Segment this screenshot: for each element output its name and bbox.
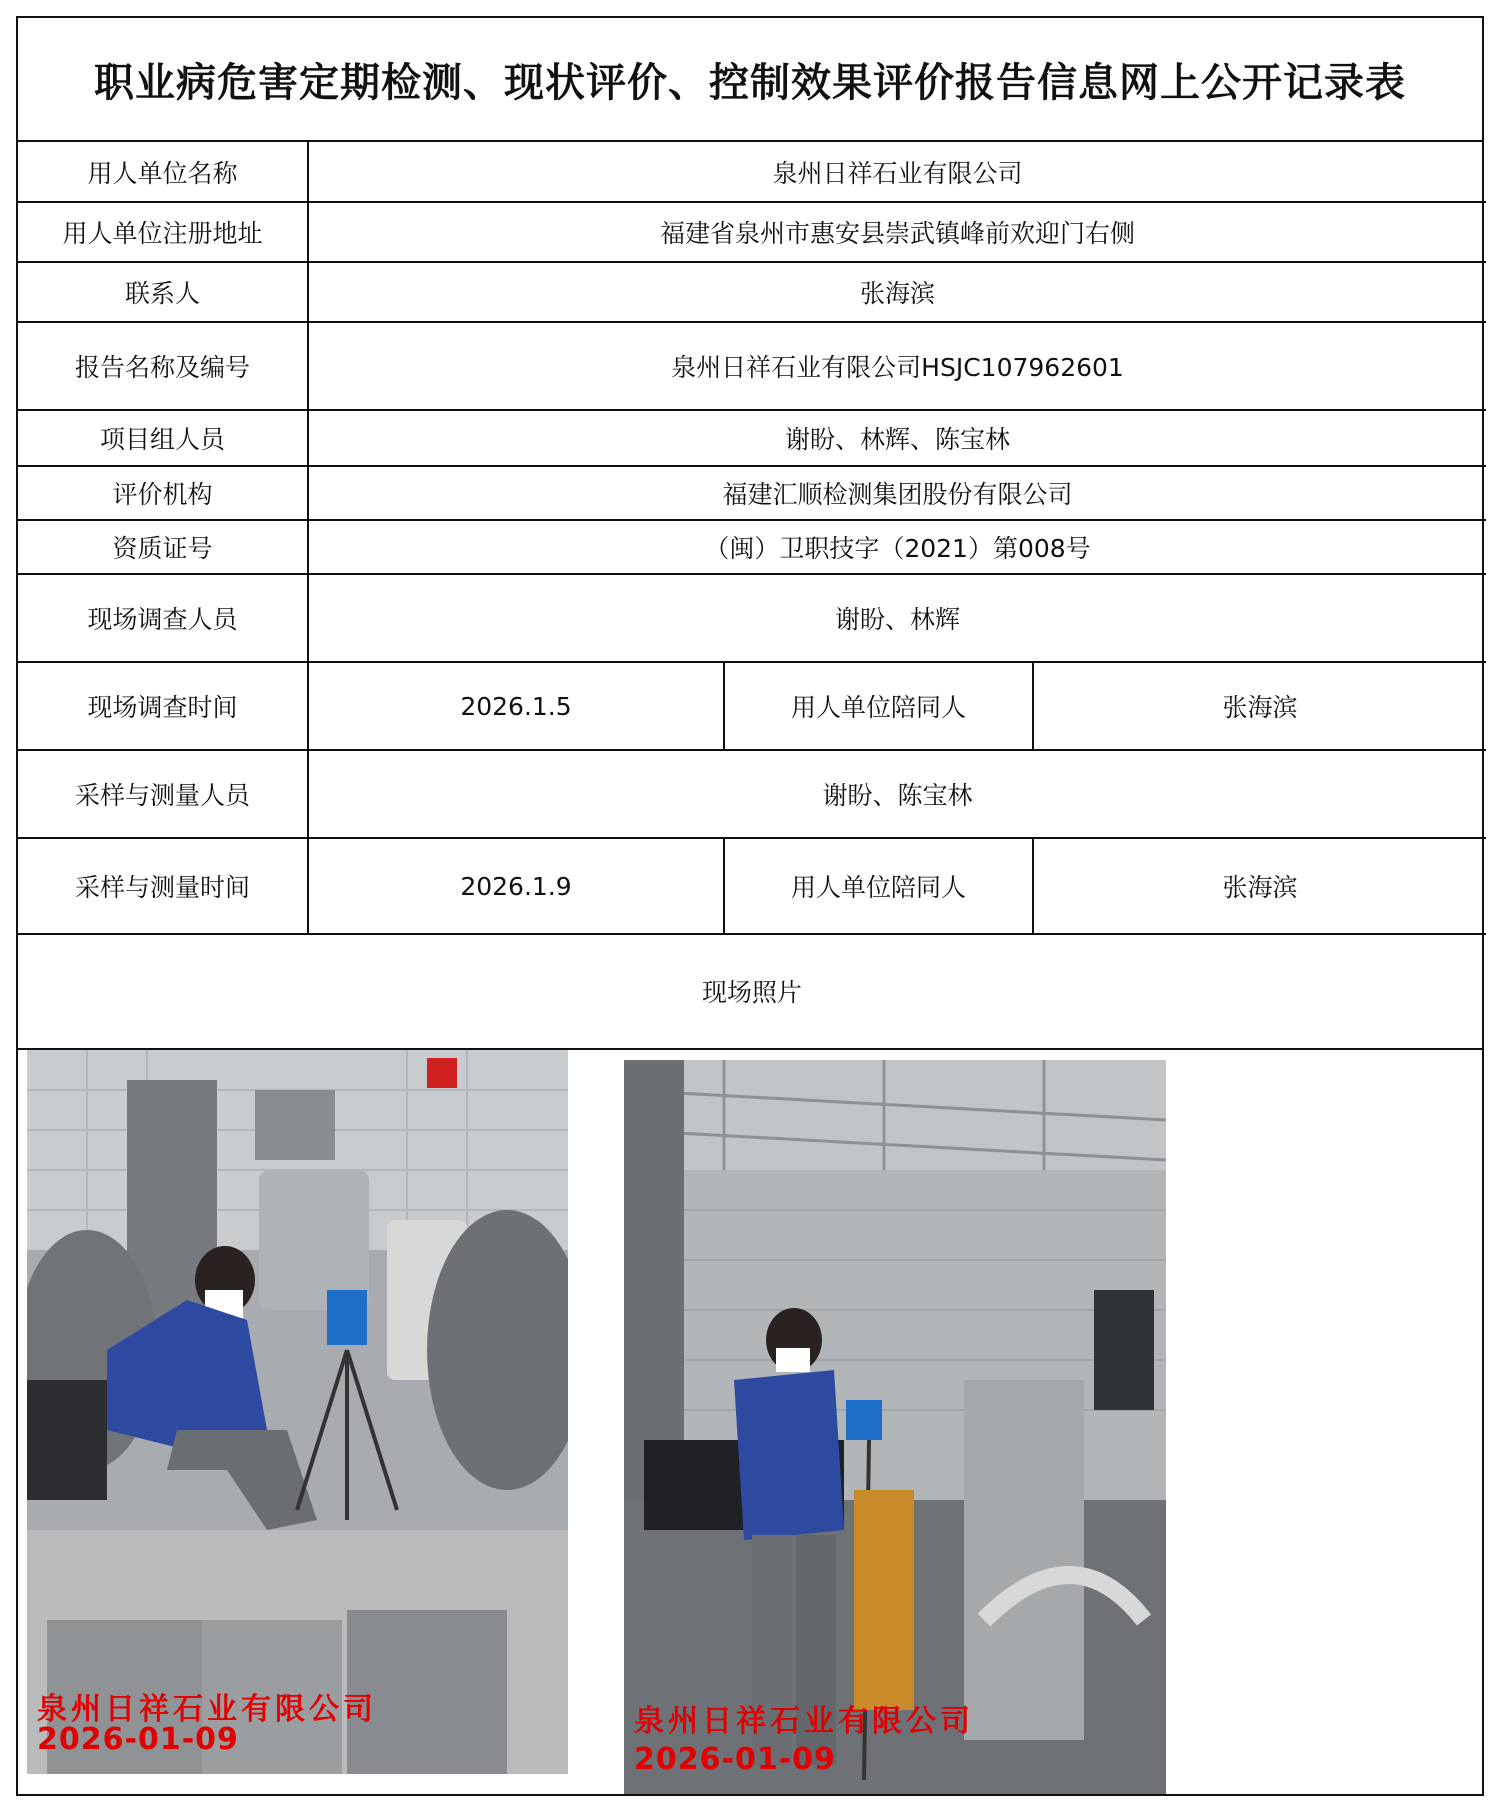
row-cert	[18, 520, 1486, 574]
photo-1-watermark-company: 泉州日祥石业有限公司	[37, 1692, 377, 1727]
row-sampling-time	[18, 838, 1486, 934]
row-org	[18, 466, 1486, 520]
photo-1-watermark-date: 2026-01-09	[37, 1722, 239, 1757]
value-survey-staff: 谢盼、林辉	[308, 574, 1486, 662]
value-employer-address: 福建省泉州市惠安县崇武镇峰前欢迎门右侧	[308, 202, 1486, 262]
label-sampling-staff: 采样与测量人员	[18, 750, 308, 838]
label-cert: 资质证号	[18, 520, 308, 574]
site-photo-1-illustration	[27, 1050, 568, 1774]
site-photo-2-illustration	[624, 1060, 1166, 1794]
label-report: 报告名称及编号	[18, 322, 308, 410]
value-employer-name: 泉州日祥石业有限公司	[308, 142, 1486, 202]
label-org: 评价机构	[18, 466, 308, 520]
row-survey-time	[18, 662, 1486, 750]
value-sampling-escort: 张海滨	[1033, 838, 1486, 934]
label-employer-address: 用人单位注册地址	[18, 202, 308, 262]
photo-2-watermark-company: 泉州日祥石业有限公司	[634, 1704, 974, 1739]
label-survey-staff: 现场调查人员	[18, 574, 308, 662]
value-sampling-time: 2026.1.9	[308, 838, 724, 934]
value-report: 泉州日祥石业有限公司HSJC107962601	[308, 322, 1486, 410]
row-contact	[18, 262, 1486, 322]
row-sampling-staff	[18, 750, 1486, 838]
label-team: 项目组人员	[18, 410, 308, 466]
record-sheet	[16, 16, 1484, 1796]
label-sampling-escort: 用人单位陪同人	[724, 838, 1033, 934]
row-team	[18, 410, 1486, 466]
row-survey-staff	[18, 574, 1486, 662]
label-employer-name: 用人单位名称	[18, 142, 308, 202]
site-photo-2	[624, 1060, 1166, 1794]
value-org: 福建汇顺检测集团股份有限公司	[308, 466, 1486, 520]
site-photo-1	[27, 1050, 568, 1774]
row-employer-address	[18, 202, 1486, 262]
value-team: 谢盼、林辉、陈宝林	[308, 410, 1486, 466]
page-title: 职业病危害定期检测、现状评价、控制效果评价报告信息网上公开记录表	[18, 18, 1482, 142]
record-table	[18, 142, 1486, 1047]
row-report	[18, 322, 1486, 410]
row-employer-name	[18, 142, 1486, 202]
label-sampling-time: 采样与测量时间	[18, 838, 308, 934]
label-survey-escort: 用人单位陪同人	[724, 662, 1033, 750]
label-photos: 现场照片	[18, 934, 1486, 1047]
value-cert: （闽）卫职技字（2021）第008号	[308, 520, 1486, 574]
row-photos-label	[18, 934, 1486, 1047]
value-contact: 张海滨	[308, 262, 1486, 322]
value-sampling-staff: 谢盼、陈宝林	[308, 750, 1486, 838]
label-survey-time: 现场调查时间	[18, 662, 308, 750]
value-survey-escort: 张海滨	[1033, 662, 1486, 750]
value-survey-time: 2026.1.5	[308, 662, 724, 750]
photo-2-watermark-date: 2026-01-09	[634, 1742, 836, 1777]
label-contact: 联系人	[18, 262, 308, 322]
